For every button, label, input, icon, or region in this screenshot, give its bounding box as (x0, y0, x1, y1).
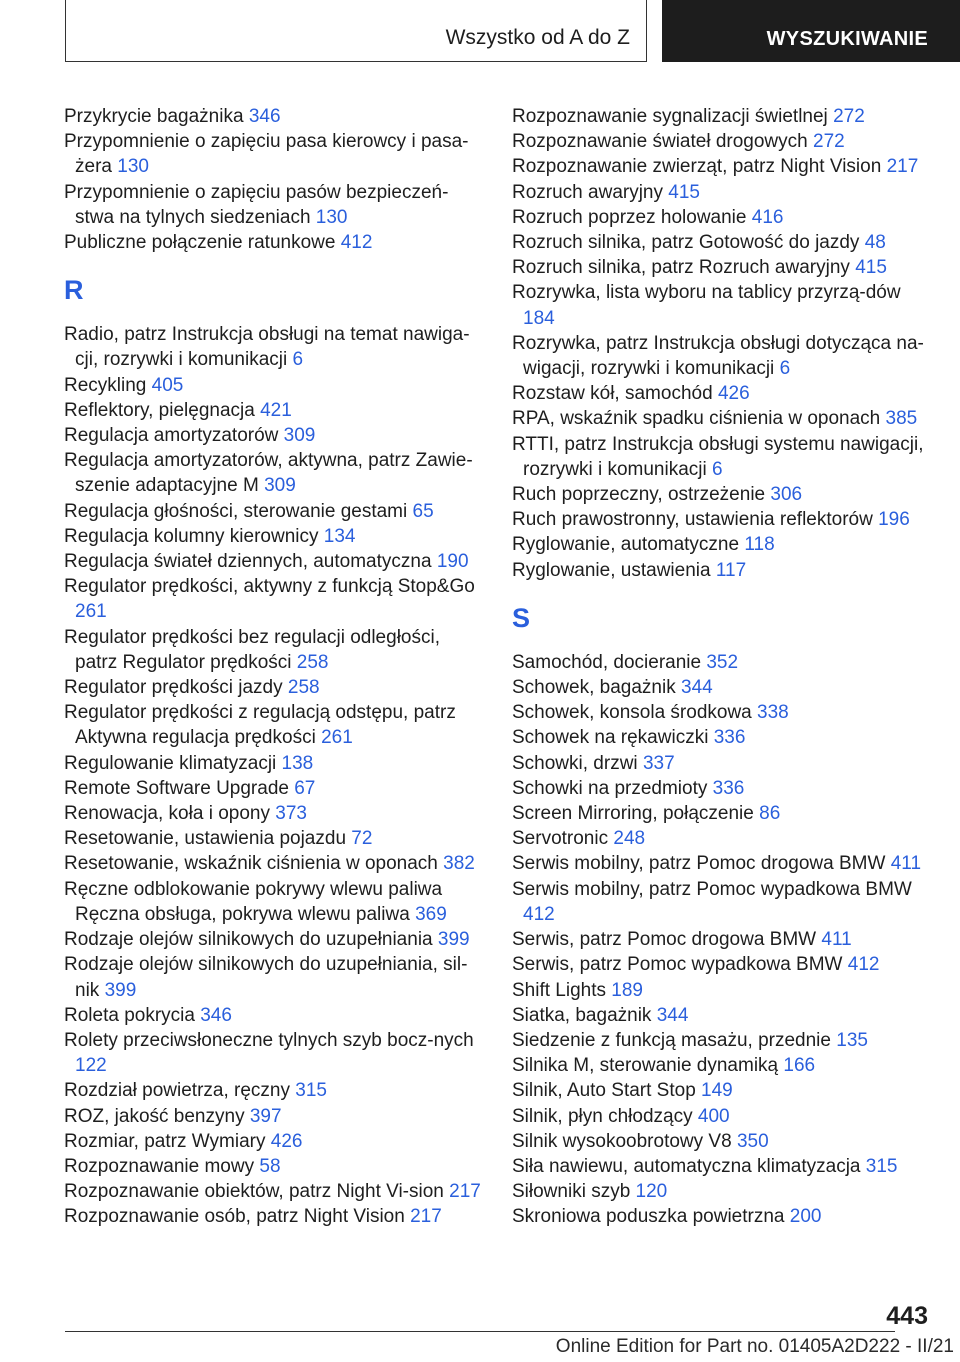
index-entry (512, 432, 932, 482)
index-entry-text: ROZ, jakość benzyny (64, 1105, 245, 1127)
page-link[interactable]: 272 (833, 106, 865, 127)
index-entry (512, 129, 932, 154)
page-link[interactable]: 196 (878, 509, 910, 531)
index-entry-text: Rozpoznawanie osób, patrz Night Vision (64, 1206, 405, 1228)
index-entry-text: Rozmiar, patrz Wymiary (64, 1130, 266, 1152)
page-link[interactable]: 426 (270, 1130, 303, 1152)
index-entry-text: Rodzaje olejów silnikowych do uzupełniania (64, 929, 433, 951)
page-link[interactable]: 385 (885, 408, 918, 430)
index-entry-text: Remote Software Upgrade (64, 777, 289, 799)
index-entry-text: Regulator prędkości, aktywny z funkcją Stop&Go (64, 576, 475, 598)
index-entry (512, 331, 932, 381)
page-link[interactable]: 67 (294, 777, 316, 799)
page-link[interactable]: 135 (836, 1029, 868, 1051)
index-entry (64, 927, 484, 952)
page-link[interactable]: 65 (412, 500, 434, 522)
page-link[interactable]: 337 (642, 752, 675, 774)
page-link[interactable]: 184 (523, 307, 555, 329)
index-entry-text: Ryglowanie, ustawienia (512, 559, 711, 581)
index-entry (512, 1129, 932, 1154)
index-entry-text: Regulacja świateł dziennych, automatyczna (64, 551, 432, 573)
index-entry (512, 507, 932, 532)
index-entry-text: Screen Mirroring, połączenie (512, 803, 754, 825)
page-link[interactable]: 411 (821, 929, 852, 951)
index-entry (512, 1179, 932, 1204)
page-link[interactable]: 416 (751, 206, 784, 228)
page-link[interactable]: 6 (711, 458, 723, 480)
page-link[interactable]: 415 (668, 181, 700, 203)
index-entry-text: Resetowanie, ustawienia pojazdu (64, 828, 347, 850)
tab-search-label: WYSZUKIWANIE (766, 28, 928, 50)
index-entry-text: Resetowanie, wskaźnik ciśnienia w oponach (64, 853, 438, 875)
index-entry-text: Radio, patrz Instrukcja obsługi na temat nawiga‐cji, rozrywki i komunikacji (64, 324, 470, 371)
index-entry-text: Regulacja amortyzatorów (64, 425, 279, 447)
index-entry-text: Samochód, docieranie (512, 651, 702, 673)
index-entry (64, 1129, 484, 1154)
index-entry (512, 1028, 932, 1053)
index-entry (64, 448, 484, 498)
index-entry-text: Rozpoznawanie zwierząt, patrz Night Vision (512, 156, 882, 178)
index-entry (64, 398, 484, 423)
index-entry-text: Recykling (64, 374, 147, 396)
page-link[interactable]: 346 (248, 106, 281, 127)
page-link[interactable]: 217 (410, 1206, 442, 1228)
page-link[interactable]: 412 (523, 903, 555, 925)
index-entry-text: Rozstaw kół, samochód (512, 383, 713, 405)
index-entry (512, 558, 932, 583)
page-link[interactable]: 336 (712, 777, 745, 799)
index-entry (64, 230, 484, 255)
index-entry (512, 1104, 932, 1129)
index-entry (64, 851, 484, 876)
page-link[interactable]: 118 (744, 534, 775, 556)
index-entry (512, 180, 932, 205)
page-link[interactable]: 48 (864, 232, 886, 254)
page-link[interactable]: 86 (759, 803, 781, 825)
index-entry-text: Serwis, patrz Pomoc wypadkowa BMW (512, 954, 843, 976)
index-entry (64, 373, 484, 398)
page-link[interactable]: 258 (287, 677, 320, 699)
page-link[interactable]: 397 (249, 1105, 282, 1127)
page-link[interactable]: 344 (656, 1004, 689, 1026)
page-link[interactable]: 166 (783, 1055, 816, 1077)
page-link[interactable]: 382 (443, 853, 475, 875)
index-entry (512, 381, 932, 406)
index-entry-text: Rozrywka, patrz Instrukcja obsługi dotycząca na‐wigacji, rozrywki i komunikacji (512, 332, 924, 380)
index-entry (512, 280, 932, 330)
index-entry-text: Silnik, Auto Start Stop (512, 1080, 696, 1102)
page-link[interactable]: 350 (736, 1130, 769, 1152)
index-entry-text: Schowki na przedmioty (512, 777, 708, 799)
index-entry (512, 877, 932, 927)
index-entry (64, 751, 484, 776)
section-letter: S (512, 602, 531, 633)
page-link[interactable]: 217 (886, 156, 919, 178)
index-entry-text: Regulator prędkości z regulacją odstępu, patrz Aktywna regulacja prędkości (64, 702, 456, 749)
page-link[interactable]: 134 (323, 525, 356, 547)
index-entry (64, 952, 484, 1002)
index-entry-text: Ruch poprzeczny, ostrzeżenie (512, 484, 766, 506)
index-entry (512, 851, 932, 876)
index-entry (512, 826, 932, 851)
index-entry-text: Regulacja głośności, sterowanie gestami (64, 500, 408, 522)
index-entry (64, 826, 484, 851)
footer (0, 1336, 960, 1358)
index-entry-text: Rozpoznawanie mowy (64, 1155, 255, 1177)
index-entry (64, 1179, 484, 1204)
index-entry-text: Rozpoznawanie świateł drogowych (512, 131, 808, 153)
index-entry-text: Siła nawiewu, automatyczna klimatyzacja (512, 1155, 861, 1177)
page-number: 443 (886, 1302, 928, 1330)
page-link[interactable]: 315 (295, 1080, 327, 1102)
index-entry (512, 801, 932, 826)
index-entry (512, 978, 932, 1003)
index-entry-text: Rozdział powietrza, ręczny (64, 1080, 290, 1102)
tab-index-label: Wszystko od A do Z (445, 26, 630, 49)
page-link[interactable]: 426 (717, 383, 750, 405)
index-entry (512, 650, 932, 675)
index-entry-text: Serwis mobilny, patrz Pomoc drogowa BMW (512, 853, 886, 875)
index-entry-text: Regulacja amortyzatorów, aktywna, patrz Zawie‐szenie adaptacyjne M (64, 450, 473, 497)
tab-search[interactable] (662, 0, 960, 62)
footer-edition: Online Edition for Part no. 01405A2D222 - II/21 (555, 1336, 954, 1357)
index-entry-text: Rolety przeciwsłoneczne tylnych szyb bocz‐nych (64, 1029, 474, 1051)
page-link[interactable]: 405 (151, 374, 184, 396)
index-entry (64, 574, 484, 624)
index-entry (512, 725, 932, 750)
page-link[interactable]: 344 (681, 677, 713, 699)
index-entry (512, 751, 932, 776)
index-entry-text: Przypomnienie o zapięciu pasów bezpieczeń‐stwa na tylnych siedzeniach (64, 181, 449, 228)
index-entry (64, 499, 484, 524)
index-entry (512, 700, 932, 725)
index-entry (64, 1204, 484, 1229)
page-link[interactable]: 117 (715, 559, 747, 581)
index-entry-text: Ryglowanie, automatyczne (512, 534, 740, 556)
page-link[interactable]: 217 (449, 1181, 481, 1203)
index-entry-text: Skroniowa poduszka powietrzna (512, 1206, 785, 1228)
page-link[interactable]: 120 (635, 1181, 668, 1203)
index-column-right (512, 104, 932, 1230)
index-entry (64, 1078, 484, 1103)
index-entry-text: Schowek, bagażnik (512, 677, 676, 699)
page-link[interactable]: 412 (340, 232, 373, 254)
index-entry (512, 1154, 932, 1179)
page-link[interactable]: 200 (789, 1206, 822, 1228)
page-link[interactable]: 130 (117, 156, 149, 178)
index-entry-text: Schowki, drzwi (512, 752, 638, 774)
index-entry-text: Siedzenie z funkcją masażu, przednie (512, 1029, 831, 1051)
index-entry-text: Regulacja kolumny kierownicy (64, 525, 319, 547)
page-link[interactable]: 399 (437, 929, 470, 951)
index-entry-text: Publiczne połączenie ratunkowe (64, 232, 336, 254)
index-entry (64, 877, 484, 927)
index-entry-text: Ręczne odblokowanie pokrywy wlewu paliwa Ręczna obsługa, pokrywa wlewu paliwa (64, 878, 443, 925)
index-entry (512, 675, 932, 700)
index-entry (512, 205, 932, 230)
index-entry (64, 801, 484, 826)
index-entry-text: Schowek, konsola środkowa (512, 702, 752, 724)
page-link[interactable]: 309 (264, 475, 296, 497)
page-link[interactable]: 421 (260, 399, 292, 421)
page-link[interactable]: 309 (283, 425, 316, 447)
page-link[interactable]: 261 (321, 727, 353, 749)
tab-index-a-to-z[interactable] (65, 0, 647, 62)
index-entry-text: Serwis mobilny, patrz Pomoc wypadkowa BMW (512, 878, 912, 900)
index-entry (512, 952, 932, 977)
index-entry (64, 1003, 484, 1028)
page-link[interactable]: 415 (855, 257, 887, 279)
index-entry-text: Rozruch awaryjny (512, 181, 663, 203)
index-entry-text: Renowacja, koła i opony (64, 803, 270, 825)
index-entry-text: Regulator prędkości jazdy (64, 677, 283, 699)
index-entry (64, 129, 484, 179)
page-link[interactable]: 58 (259, 1155, 281, 1177)
index-column-left (64, 104, 484, 1230)
index-entry-text: Silnik, płyn chłodzący (512, 1105, 693, 1127)
index-entry-text: Rozrywka, lista wyboru na tablicy przyrzą‐dów (512, 282, 901, 304)
index-entry-text: Schowek na rękawiczki (512, 727, 709, 749)
page-link[interactable]: 258 (296, 651, 329, 673)
page-link[interactable]: 6 (292, 349, 304, 371)
index-entry (64, 1154, 484, 1179)
page-link[interactable]: 248 (613, 828, 646, 850)
page-link[interactable]: 369 (415, 903, 447, 925)
index-entry-text: Serwis, patrz Pomoc drogowa BMW (512, 929, 817, 951)
page-link[interactable]: 130 (315, 206, 348, 228)
index-entry (512, 532, 932, 557)
page-link[interactable]: 412 (847, 954, 880, 976)
index-entry-text: Ruch prawostronny, ustawienia reflektorów (512, 509, 873, 531)
page-link[interactable]: 411 (890, 853, 922, 875)
index-entry-text: Regulator prędkości bez regulacji odległości, patrz Regulator prędkości (64, 626, 440, 673)
page-link[interactable]: 138 (281, 752, 314, 774)
index-entry-text: Rozruch poprzez holowanie (512, 206, 747, 228)
page-link[interactable]: 306 (770, 484, 803, 506)
index-entry (512, 255, 932, 280)
index-entry-text: Siłowniki szyb (512, 1181, 631, 1203)
section-letter: R (64, 275, 84, 306)
index-entry (64, 1028, 484, 1078)
index-entry-text: Rozruch silnika, patrz Rozruch awaryjny (512, 257, 850, 279)
index-entry-text: Silnik wysokoobrotowy V8 (512, 1130, 732, 1152)
index-entry-text: Rozpoznawanie obiektów, patrz Night Vi‐sion (64, 1181, 444, 1203)
page-link[interactable]: 272 (813, 131, 845, 153)
page-link[interactable]: 352 (706, 651, 739, 673)
index-entry-text: RPA, wskaźnik spadku ciśnienia w oponach (512, 408, 881, 430)
page-link[interactable]: 346 (200, 1004, 232, 1026)
index-entry (64, 180, 484, 230)
index-entry (512, 230, 932, 255)
page-link[interactable]: 315 (865, 1155, 898, 1177)
page-link[interactable]: 190 (436, 551, 469, 573)
index-entry-text: Servotronic (512, 828, 609, 850)
page-link[interactable]: 122 (75, 1055, 107, 1077)
index-entry-text: Rozpoznawanie sygnalizacji świetlnej (512, 106, 828, 127)
index-entry (64, 776, 484, 801)
index-entry (512, 1204, 932, 1229)
index-entry-text: RTTI, patrz Instrukcja obsługi systemu nawigacji, rozrywki i komunikacji (512, 433, 924, 480)
page-link[interactable]: 336 (713, 727, 746, 749)
index-entry (64, 625, 484, 675)
index-entry-text: Regulowanie klimatyzacji (64, 752, 277, 774)
index-entry (64, 1104, 484, 1129)
index-entry-text: Reflektory, pielęgnacja (64, 399, 255, 421)
index-entry (64, 104, 484, 129)
page-link[interactable]: 261 (75, 601, 107, 623)
index-entry (64, 700, 484, 750)
page-link[interactable]: 72 (351, 828, 373, 850)
page-link[interactable]: 399 (104, 979, 137, 1001)
index-entry-text: Przykrycie bagażnika (64, 106, 244, 127)
page-link[interactable]: 373 (275, 803, 307, 825)
index-entry-text: Siatka, bagażnik (512, 1004, 652, 1026)
page-header (0, 0, 960, 70)
index-entry (64, 524, 484, 549)
index-entry (512, 1053, 932, 1078)
page-link[interactable]: 400 (697, 1105, 730, 1127)
index-entry (512, 104, 932, 129)
index-entry (64, 549, 484, 574)
index-entry (64, 322, 484, 372)
index-entry (512, 482, 932, 507)
index-entry (512, 154, 932, 179)
page-link[interactable]: 6 (779, 358, 791, 380)
page-link[interactable]: 149 (701, 1080, 733, 1102)
page-link[interactable]: 189 (611, 979, 643, 1001)
index-entry (512, 406, 932, 431)
index-entry (64, 675, 484, 700)
index-entry (512, 1003, 932, 1028)
index-entry-text: Shift Lights (512, 979, 606, 1001)
index-entry (512, 776, 932, 801)
page-link[interactable]: 338 (757, 702, 789, 724)
index-entry-text: Rozruch silnika, patrz Gotowość do jazdy (512, 232, 860, 254)
index-entry-text: Rodzaje olejów silnikowych do uzupełniania, sil‐nik (64, 954, 468, 1001)
footer-divider (65, 1331, 895, 1332)
index-entry-text: Przypomnienie o zapięciu pasa kierowcy i pasa‐żera (64, 131, 469, 178)
index-entry-text: Silnika M, sterowanie dynamiką (512, 1055, 779, 1077)
index-entry (64, 423, 484, 448)
index-entry (512, 1078, 932, 1103)
index-entry (512, 927, 932, 952)
index-entry-text: Roleta pokrycia (64, 1004, 195, 1026)
